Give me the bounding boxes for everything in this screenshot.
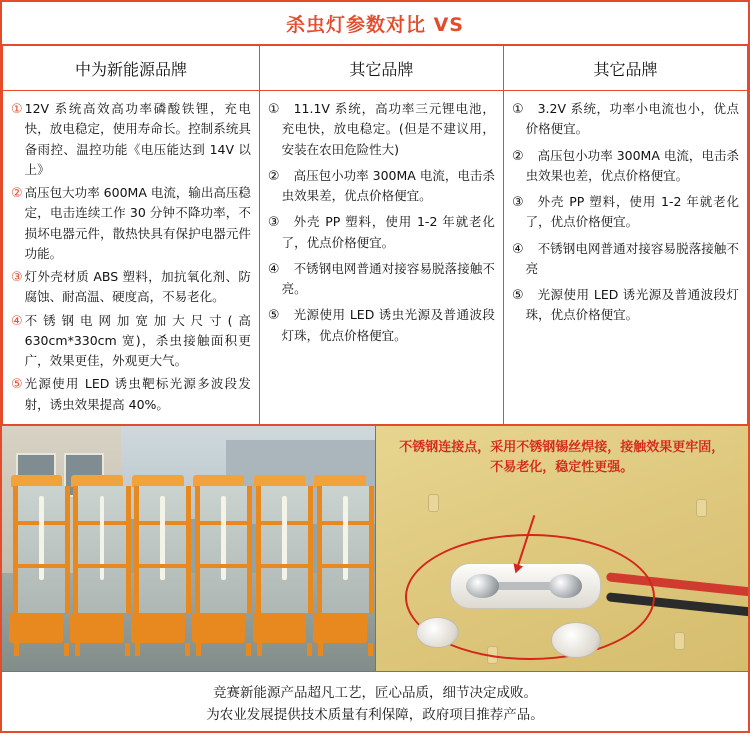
- list-item: [268, 259, 495, 300]
- list-item: [268, 166, 495, 207]
- product-photo-lamps: [2, 426, 376, 671]
- insulator-ring: [551, 622, 601, 658]
- lamp-light-tube: [221, 496, 226, 580]
- lamp-grid-cage: [317, 486, 374, 613]
- lamp-legs: [14, 643, 69, 656]
- list-item: [11, 99, 251, 180]
- list-marker: ⑤: [11, 377, 23, 393]
- list-item-text: 不锈钢电网加宽加大尺寸(高 630cm*330cm 宽)，杀虫接触面积更广，效果更佳，外观更大气。: [24, 312, 251, 368]
- footer-line-1: 竞赛新能源产品超凡工艺，匠心品质，细节决定成败。: [213, 684, 537, 701]
- list-marker: ①: [11, 102, 23, 117]
- lamp-legs: [196, 643, 251, 656]
- list-item: [512, 285, 739, 326]
- stainless-steel-connector: [450, 563, 601, 609]
- lamp-base: [131, 613, 185, 644]
- table-header-row: [3, 46, 748, 91]
- list-item: [268, 212, 495, 253]
- list-item: [512, 239, 739, 280]
- list-item-text: 光源使用 LED 诱虫靶标光源多波段发射，诱虫效果提高 40%。: [24, 376, 251, 412]
- photo-callout-text: 不锈钢连接点，采用不锈钢锡丝焊接，接触效果更牢固，不易老化，稳定性更强。: [399, 440, 725, 476]
- photo-strip: [2, 425, 748, 672]
- lamp-unit: [253, 475, 307, 656]
- product-photo-connector: [376, 426, 749, 671]
- list-marker: ④: [511, 241, 524, 257]
- column-header-other-brand-1: 其它品牌: [259, 46, 503, 91]
- list-item: [512, 146, 739, 187]
- list-item-text: 外壳 PP 塑料，使用 1-2 年就老化了，优点价格便宜。: [525, 194, 739, 230]
- list-marker: ③: [267, 215, 280, 231]
- list-item-text: 12V 系统高效高功率磷酸铁锂，充电快，放电稳定，使用寿命长。控制系统具备雨控、温控功能《电压能达到 14V 以上》: [24, 101, 251, 177]
- lamp-base: [70, 613, 124, 644]
- list-marker: ①: [267, 102, 280, 117]
- list-item: [11, 374, 251, 415]
- list-item: [512, 192, 739, 233]
- lamp-unit: [70, 475, 124, 656]
- table-body-row: [3, 91, 748, 425]
- spec-list-other-2: [512, 99, 739, 326]
- page-title-text: 杀虫灯参数对比 VS: [285, 13, 464, 36]
- lamp-grid-cage: [256, 486, 313, 613]
- list-item: [11, 267, 251, 308]
- list-item: [11, 311, 251, 372]
- list-item: [268, 305, 495, 346]
- comparison-table: [2, 45, 748, 425]
- lamp-grid-cage: [134, 486, 191, 613]
- board-stud: [696, 499, 707, 517]
- list-item: [512, 99, 739, 140]
- board-stud: [428, 494, 439, 512]
- column-header-other-brand-2: 其它品牌: [503, 46, 747, 91]
- list-marker: ③: [11, 270, 23, 285]
- column-header-brand-zhongwei: 中为新能源品牌: [3, 46, 260, 91]
- lamp-light-tube: [39, 496, 44, 580]
- lamp-grid-cage: [73, 486, 130, 613]
- lamp-legs: [75, 643, 130, 656]
- lamp-legs: [318, 643, 373, 656]
- list-item-text: 光源使用 LED 诱虫光源及普通波段灯珠，优点价格便宜。: [281, 307, 495, 343]
- lamp-unit: [131, 475, 185, 656]
- connector-screw: [466, 574, 499, 599]
- list-marker: ①: [511, 102, 524, 117]
- lamp-base: [9, 613, 63, 644]
- page-title: [2, 2, 748, 45]
- list-item-text: 3.2V 系统，功率小电流也小，优点价格便宜。: [525, 101, 739, 137]
- lamp-grid-cage: [195, 486, 252, 613]
- list-marker: ④: [267, 261, 280, 277]
- list-marker: ③: [511, 195, 524, 210]
- board-stud: [674, 632, 685, 650]
- lamp-row: [9, 475, 367, 656]
- connector-screw: [549, 574, 582, 599]
- list-marker: ②: [11, 186, 23, 201]
- spec-list-zhongwei: [11, 99, 251, 415]
- list-item-text: 外壳 PP 塑料，使用 1-2 年就老化了，优点价格便宜。: [281, 214, 495, 250]
- list-item: [268, 99, 495, 160]
- list-item: [11, 183, 251, 264]
- cell-other-brand-2: [503, 91, 747, 425]
- lamp-light-tube: [343, 496, 348, 580]
- list-marker: ⑤: [511, 288, 524, 303]
- lamp-legs: [135, 643, 190, 656]
- list-item-text: 高压包大功率 600MA 电流，输出高压稳定，电击连续工作 30 分钟不降功率，不损坏电器元件，散热快具有保护电器元件功能。: [24, 185, 251, 261]
- footer-line-2: 为农业发展提供技术质量有利保障，政府项目推荐产品。: [206, 706, 544, 723]
- lamp-light-tube: [282, 496, 287, 580]
- list-item-text: 灯外壳材质 ABS 塑料，加抗氧化剂、防腐蚀、耐高温、硬度高，不易老化。: [24, 269, 251, 305]
- lamp-light-tube: [100, 496, 105, 580]
- lamp-unit: [192, 475, 246, 656]
- lamp-base: [192, 613, 246, 644]
- list-item-text: 光源使用 LED 诱光源及普通波段灯珠，优点价格便宜。: [525, 287, 739, 323]
- lamp-unit: [9, 475, 63, 656]
- list-item-text: 高压包小功率 300MA 电流，电击杀虫效果差，优点价格便宜。: [281, 167, 495, 203]
- lamp-light-tube: [160, 496, 165, 580]
- spec-list-other-1: [268, 99, 495, 346]
- footer: [2, 672, 748, 732]
- list-marker: ④: [11, 313, 23, 329]
- list-marker: ②: [511, 148, 524, 164]
- lamp-base: [253, 613, 307, 644]
- cell-brand-zhongwei: [3, 91, 260, 425]
- list-marker: ⑤: [267, 308, 280, 324]
- cell-other-brand-1: [259, 91, 503, 425]
- list-item-text: 不锈钢电网普通对接容易脱落接触不亮: [525, 240, 739, 276]
- list-marker: ②: [267, 168, 280, 184]
- list-item-text: 不锈钢电网普通对接容易脱落接触不亮。: [281, 260, 495, 296]
- lamp-legs: [257, 643, 312, 656]
- list-item-text: 11.1V 系统，高功率三元锂电池，充电快，放电稳定。(但是不建议用，安装在农田危险性大): [281, 101, 495, 157]
- lamp-unit: [313, 475, 367, 656]
- list-item-text: 高压包小功率 300MA 电流，电击杀虫效果也差，优点价格便宜。: [525, 147, 739, 183]
- lamp-grid-cage: [13, 486, 70, 613]
- lamp-base: [313, 613, 367, 644]
